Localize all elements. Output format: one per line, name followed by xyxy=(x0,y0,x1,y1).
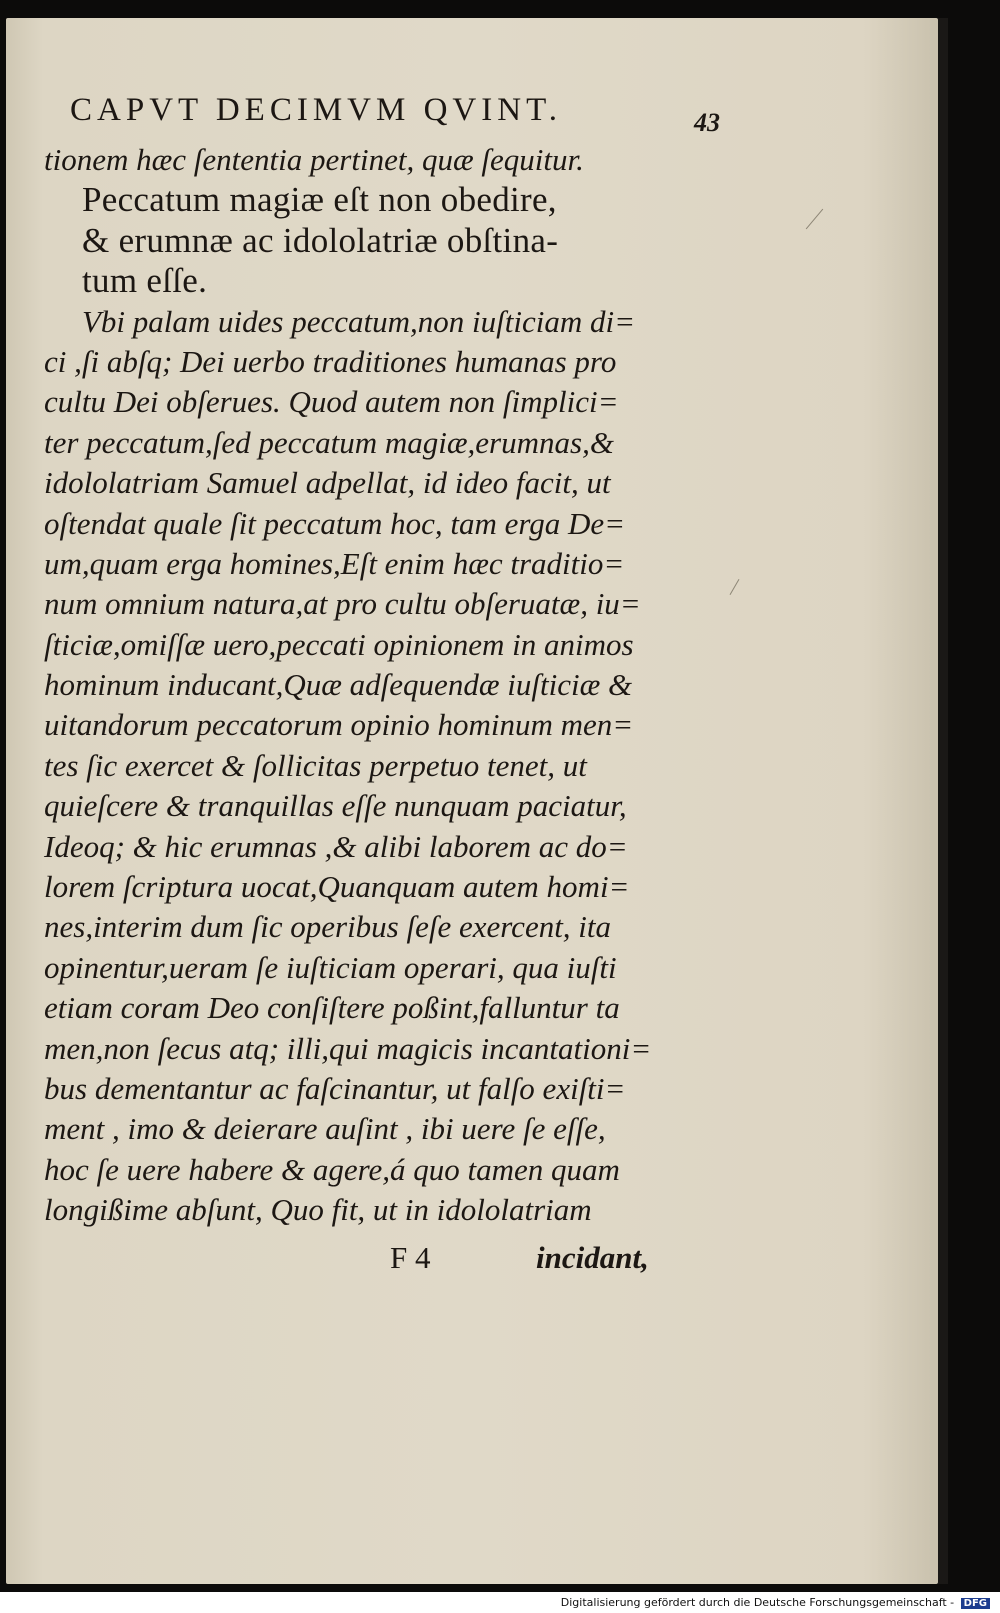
text-line: oſtendat quale ſit peccatum hoc, tam erga De= xyxy=(44,505,626,541)
text-line: Vbi palam uides peccatum,non iuſticiam di= xyxy=(82,303,636,339)
text-line: hoc ſe uere habere & agere,á quo tamen quam xyxy=(44,1151,620,1187)
text-line: um,quam erga homines,Eſt enim hæc traditio= xyxy=(44,545,625,581)
text-line: longißime abſunt, Quo fit, ut in idololatriam xyxy=(44,1192,592,1228)
catchword: incidant, xyxy=(536,1240,649,1275)
quotation-line: & erumnæ ac idololatriæ obſtina- xyxy=(82,220,559,260)
text-line: cultu Dei obſerues. Quod autem non ſimplici= xyxy=(44,384,619,420)
text-line: men,non ſecus atq; illi,qui magicis incantationi= xyxy=(44,1030,652,1066)
dfg-logo: DFG xyxy=(961,1598,990,1609)
text-line: lorem ſcriptura uocat,Quanquam autem homi= xyxy=(44,869,630,905)
text-line: idololatriam Samuel adpellat, id ideo facit, ut xyxy=(44,465,611,501)
digitization-footer xyxy=(561,1596,990,1609)
text-line: ter peccatum,ſed peccatum magiæ,erumnas,& xyxy=(44,424,614,460)
footer-text: Digitalisierung gefördert durch die Deutsche Forschungsgemeinschaft - xyxy=(560,1596,955,1609)
quotation-line: tum eſſe. xyxy=(82,261,208,301)
text-line: ſticiæ,omiſſæ uero,peccati opinionem in animos xyxy=(44,626,634,662)
text-line: tionem hæc ſententia pertinet, quæ ſequitur. xyxy=(44,142,584,177)
paper-stain xyxy=(806,209,823,230)
text-line: etiam coram Deo conſiſtere poßint,falluntur ta xyxy=(44,990,620,1026)
text-line: nes,interim dum ſic operibus ſeſe exercent, ita xyxy=(44,909,612,945)
text-line: opinentur,ueram ſe iuſticiam operari, qua iuſti xyxy=(44,949,617,985)
quotation-line: Peccatum magiæ eſt non obedire, xyxy=(82,180,557,220)
text-line: ci ,ſi abſq; Dei uerbo traditiones humanas pro xyxy=(44,343,617,379)
text-line: tes ſic exercet & ſollicitas perpetuo tenet, ut xyxy=(44,747,587,783)
text-line: uitandorum peccatorum opinio hominum men= xyxy=(44,707,634,743)
text-line: ment , imo & deierare auſint , ibi uere ſe eſſe, xyxy=(44,1111,606,1147)
text-line: quieſcere & tranquillas eſſe nunquam paciatur, xyxy=(44,788,627,824)
paper-stain xyxy=(730,579,740,595)
signature-mark: F 4 xyxy=(390,1240,431,1275)
page-edge-shadow xyxy=(938,18,948,1584)
folio-number: 43 xyxy=(694,108,720,137)
page-body xyxy=(44,140,684,1231)
book-page xyxy=(6,18,938,1584)
text-line: num omnium natura,at pro cultu obſeruatæ, iu= xyxy=(44,586,641,622)
text-line: hominum inducant,Quæ adſequendæ iuſticiæ & xyxy=(44,667,633,703)
running-head: CAPVT DECIMVM QVINT. xyxy=(70,92,563,128)
text-line: Ideoq; & hic erumnas ,& alibi laborem ac do= xyxy=(44,828,628,864)
text-line: bus dementantur ac faſcinantur, ut falſo exiſti= xyxy=(44,1070,626,1106)
